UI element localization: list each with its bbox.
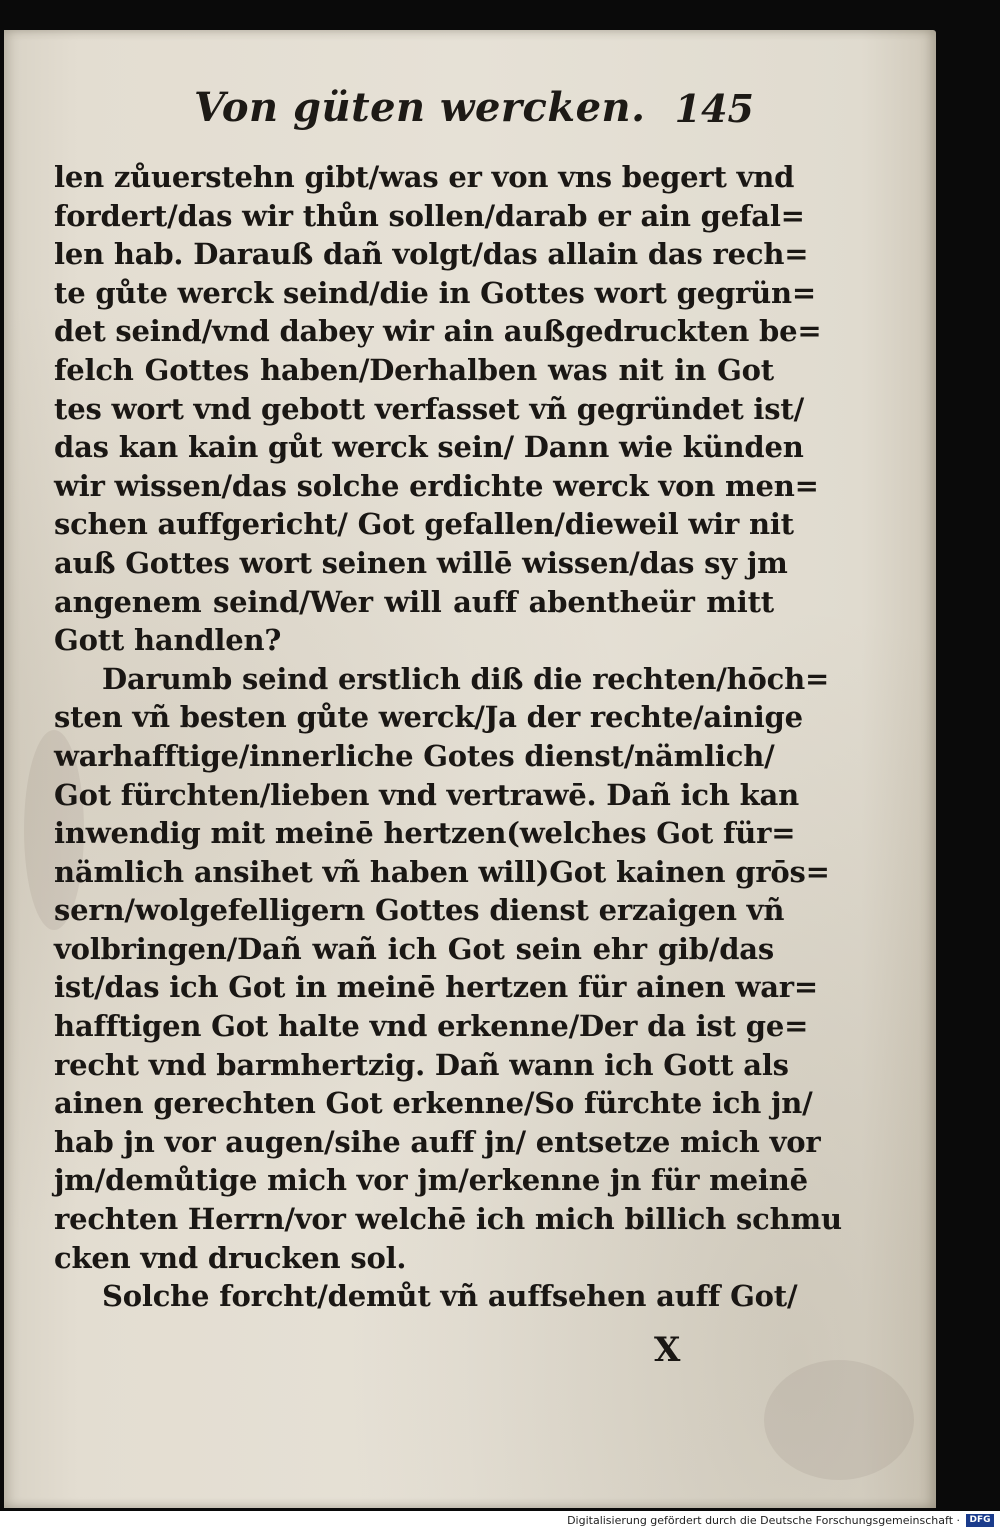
signature-mark: X xyxy=(654,1330,681,1370)
text-line: das kan kain gůt werck sein/ Dann wie künden xyxy=(54,430,804,465)
text-line: schen auffgericht/ Got gefallen/dieweil wir nit xyxy=(54,507,794,542)
text-line: cken vnd drucken sol. xyxy=(54,1240,407,1275)
running-title: Von güten wercken. xyxy=(194,84,646,131)
body-text xyxy=(54,158,842,1316)
text-line: ist/das ich Got in meinē hertzen für ainen war= xyxy=(54,970,818,1005)
text-line: volbringen/Dañ wañ ich Got sein ehr gib/das xyxy=(54,931,774,966)
text-line: jm/demůtige mich vor jm/erkenne jn für meinē xyxy=(54,1163,808,1198)
text-line-paragraph-start: Darumb seind erstlich diß die rechten/hōch= xyxy=(102,661,830,696)
text-line: hafftigen Got halte vnd erkenne/Der da ist ge= xyxy=(54,1009,809,1044)
text-line: sten vñ besten gůte werck/Ja der rechte/ainige xyxy=(54,700,803,735)
text-line: angenem seind/Wer will auff abentheür mitt xyxy=(54,584,774,619)
digitization-footer xyxy=(0,1511,1000,1531)
paper-stain xyxy=(764,1360,914,1480)
text-line: te gůte werck seind/die in Gottes wort gegrün= xyxy=(54,275,816,310)
text-line: det seind/vnd dabey wir ain außgedruckten be= xyxy=(54,314,822,349)
text-line: hab jn vor augen/sihe auff jn/ entsetze mich vor xyxy=(54,1124,821,1159)
text-line-paragraph-start: Solche forcht/demůt vñ auffsehen auff Got/ xyxy=(102,1279,798,1314)
text-line: tes wort vnd gebott verfasset vñ gegründet ist/ xyxy=(54,391,804,426)
text-line: len hab. Darauß dañ volgt/das allain das rech= xyxy=(54,237,809,272)
text-line: sern/wolgefelligern Gottes dienst erzaigen vñ xyxy=(54,893,785,928)
text-line: warhafftige/innerliche Gotes dienst/nämlich/ xyxy=(54,738,775,773)
page-header xyxy=(194,84,754,140)
text-line: Gott handlen? xyxy=(54,623,282,658)
text-line: auß Gottes wort seinen willē wissen/das sy jm xyxy=(54,545,788,580)
text-line: ainen gerechten Got erkenne/So fürchte ich jn/ xyxy=(54,1086,813,1121)
dfg-logo-icon: DFG xyxy=(966,1514,994,1527)
book-page xyxy=(4,30,936,1508)
page-number: 145 xyxy=(674,86,754,131)
text-line: wir wissen/das solche erdichte werck von men= xyxy=(54,468,819,503)
text-line: Got fürchten/lieben vnd vertrawē. Dañ ich kan xyxy=(54,777,800,812)
text-line: inwendig mit meinē hertzen(welches Got für= xyxy=(54,816,796,851)
text-line: felch Gottes haben/Derhalben was nit in Got xyxy=(54,352,774,387)
text-line: nämlich ansihet vñ haben will)Got kainen grōs= xyxy=(54,854,830,889)
text-line: len zůuerstehn gibt/was er von vns begert vnd xyxy=(54,160,795,194)
text-line: rechten Herrn/vor welchē ich mich billich schmu xyxy=(54,1202,842,1237)
footer-credit: Digitalisierung gefördert durch die Deutsche Forschungsgemeinschaft · xyxy=(567,1514,960,1527)
text-line: fordert/das wir thůn sollen/darab er ain gefal= xyxy=(54,198,805,233)
text-line: recht vnd barmhertzig. Dañ wann ich Gott als xyxy=(54,1047,789,1082)
